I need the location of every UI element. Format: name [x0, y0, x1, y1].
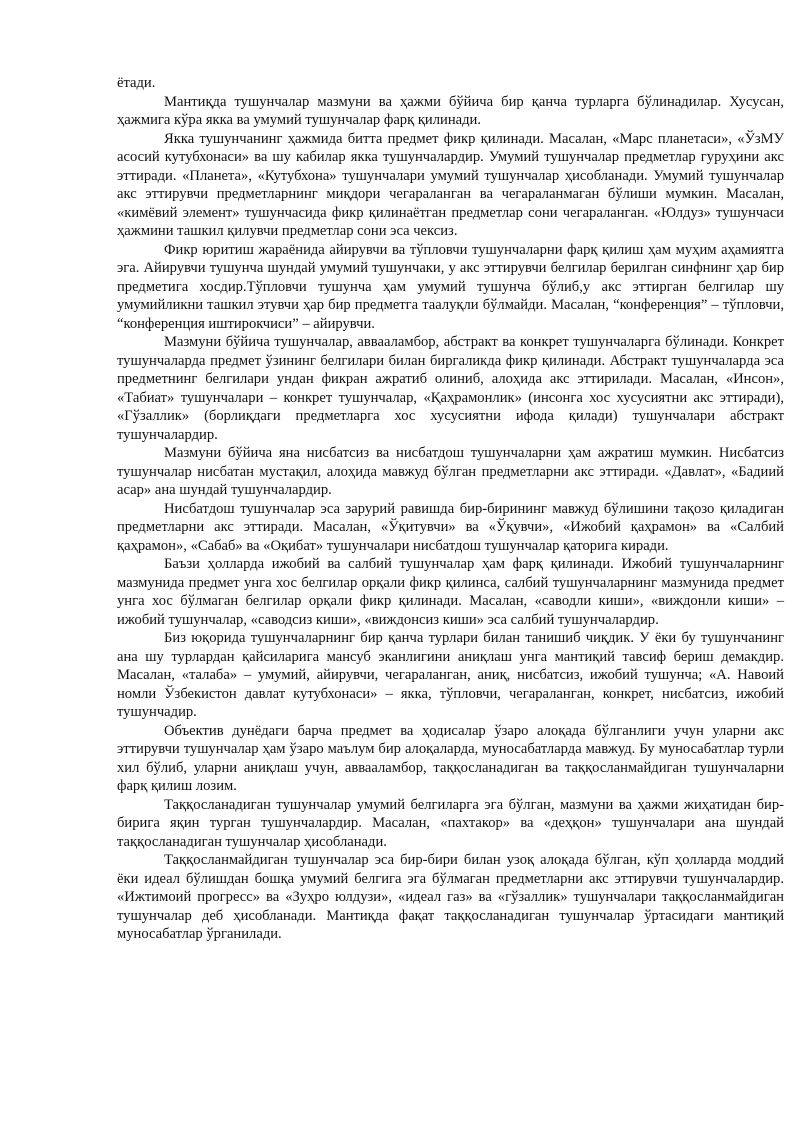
paragraph: Биз юқорида тушунчаларнинг бир қанча турлари билан танишиб чиқдик. У ёки бу тушунчанинг ана шу турлардан қайсиларига мансуб эканлигини аниқлаш унга мантиқий тавсиф бериш демакдир. Масалан, «талаба» – умумий, айирувчи, чегараланган, аниқ, нисбатсиз, ижобий тушунча; «А. Навоий номли Ўзбекистон давлат кутубхонаси» – якка, тўпловчи, чегараланган, конкрет, нисбатсиз, ижобий тушунчадир.	[117, 630, 784, 720]
paragraph: Фикр юритиш жараёнида айирувчи ва тўпловчи тушунчаларни фарқ қилиш ҳам муҳим аҳамиятга эга. Айирувчи тушунча шундай умумий тушунчаки, у акс эттирувчи белгилар берилган синфнинг ҳар бир предметига хосдир.Тўпловчи тушунча ҳам умумий тушунча бўлиб,у акс эттирган белгилар шу умумийликни ташкил этувчи ҳар бир предметга таалуқли бўлмайди. Масалан, “конференция” – тўпловчи, “конференция иштирокчиси” – айирувчи.	[117, 241, 784, 332]
document-page	[117, 74, 784, 944]
paragraph: Мазмуни бўйича яна нисбатсиз ва нисбатдош тушунчаларни ҳам ажратиш мумкин. Нисбатсиз тушунчалар нисбатан мустақил, алоҳида мавжуд бўлган предметларни акс эттиради. «Давлат», «Бадиий асар» ана шундай тушунчалардир.	[117, 445, 784, 498]
paragraph: Объектив дунёдаги барча предмет ва ҳодисалар ўзаро алоқада бўлганлиги учун уларни акс эттирувчи тушунчалар ҳам ўзаро маълум бир алоқаларда, муносабатларда мавжуд. Бу муносабатлар турли хил бўлиб, уларни аниқлаш учун, аввааламбор, таққосланадиган ва таққосланмайдиган тушунчаларни фарқ қилиш лозим.	[117, 722, 784, 794]
paragraph: Нисбатдош тушунчалар эса зарурий равишда бир-бирининг мавжуд бўлишини тақозо қиладиган предметларни акс эттиради. Масалан, «Ўқитувчи» ва «Ўқувчи», «Ижобий қаҳрамон» ва «Салбий қаҳрамон», «Сабаб» ва «Оқибат» тушунчалари нисбатдош тушунчалар қаторига киради.	[117, 500, 784, 554]
paragraph-continuation: ётади.	[117, 75, 156, 91]
paragraph: Якка тушунчанинг ҳажмида битта предмет фикр қилинади. Масалан, «Марс планетаси», «ЎзМУ асосий кутубхонаси» ва шу кабилар якка тушунчалардир. Умумий тушунчалар предметлар гуруҳини акс эттиради. «Планета», «Кутубхона» тушунчалари умумий тушунчалар ҳисобланади. Умумий тушунчалар акс эттирувчи предметларнинг миқдори чегараланган ва чегараланмаган бўлиши мумкин. Масалан, «кимёвий элемент» тушунчасида фикр қилинаётган предметлар сони чегараланган. «Юлдуз» тушунчаси ҳажмини ташкил қилувчи предметлар сони эса чексиз.	[117, 130, 784, 239]
paragraph: Таққосланадиган тушунчалар умумий белгиларга эга бўлган, мазмуни ва ҳажми жиҳатидан бир-бирига яқин турган тушунчалардир. Масалан, «пахтакор» ва «деҳқон» тушунчалари ана шундай таққосланадиган тушунчалар ҳисобланади.	[117, 796, 784, 850]
paragraph: Мантиқда тушунчалар мазмуни ва ҳажми бўйича бир қанча турларга бўлинадилар. Хусусан, ҳажмига кўра якка ва умумий тушунчалар фарқ қилинади.	[117, 93, 784, 128]
paragraph: Мазмуни бўйича тушунчалар, аввааламбор, абстракт ва конкрет тушунчаларга бўлинади. Конкрет тушунчаларда предмет ўзининг белгилари билан биргаликда фикр қилинади. Абстракт тушунчаларда эса предметнинг белгилари ундан фикран ажратиб олиниб, алоҳида акс эттирилади. Масалан, «Инсон», «Табиат» тушунчалари – конкрет тушунчалар, «Қаҳрамонлик» (инсонга хос хусусиятни акс эттиради), «Гўзаллик» (борлиқдаги предметларга хос хусусиятни ифода қилади) тушунчалари абстракт тушунчалардир.	[117, 334, 784, 443]
paragraph: Таққосланмайдиган тушунчалар эса бир-бири билан узоқ алоқада бўлган, кўп ҳолларда моддий ёки идеал бўлишдан бошқа умумий белгига эга бўлмаган предметларни акс эттирувчи тушунчалардир. «Ижтимоий прогресс» ва «Зуҳро юлдузи», «идеал газ» ва «гўзаллик» тушунчалари таққосланмайдиган тушунчалар деб ҳисобланади. Мантиқда фақат таққосланадиган тушунчалар ўртасидаги мантиқий муносабатлар ўрганилади.	[117, 852, 784, 942]
paragraph: Баъзи ҳолларда ижобий ва салбий тушунчалар ҳам фарқ қилинади. Ижобий тушунчаларнинг мазмунида предмет унга хос белгилар орқали фикр қилинса, салбий тушунчаларнинг мазмунида предмет унга хос бўлмаган белгилар орқали фикр қилинади. Масалан, «саводли киши», «виждонли киши» – ижобий тушунчалар, «саводсиз киши», «виждонсиз киши» эса салбий тушунчалардир.	[117, 556, 784, 628]
